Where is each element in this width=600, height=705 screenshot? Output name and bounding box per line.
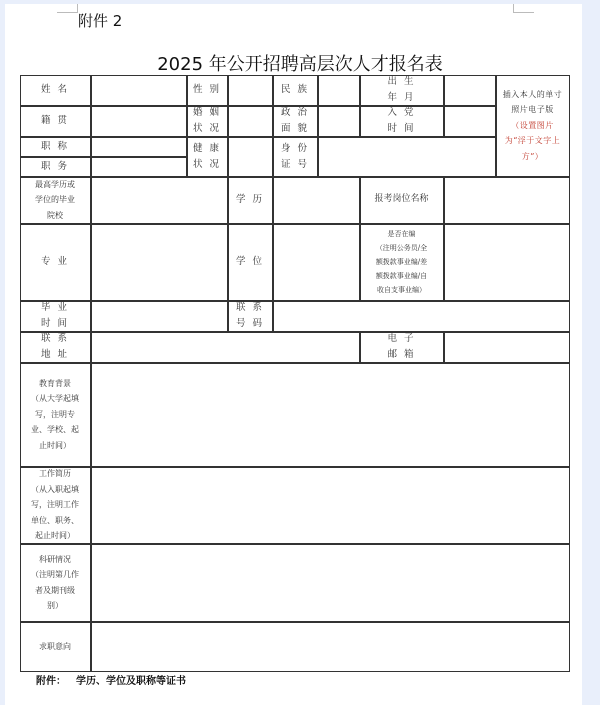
- label-intention: 求职意向: [20, 622, 91, 672]
- field-birth[interactable]: [444, 75, 496, 106]
- label-work-history: 工作简历 （从入职起填 写，注明工作 单位、职务、 起止时间）: [20, 467, 91, 544]
- photo-hint: 插入本人的单寸照片电子版: [502, 89, 563, 115]
- field-political[interactable]: [318, 106, 360, 137]
- label-degree: 学 位: [228, 224, 273, 301]
- label-phone: 联 系 号 码: [228, 301, 273, 332]
- attachment-label: 附件 2: [78, 12, 123, 30]
- field-intention[interactable]: [91, 622, 570, 672]
- label-email: 电 子 邮 箱: [360, 332, 444, 363]
- label-address: 联 系 地 址: [20, 332, 91, 363]
- label-name: 姓 名: [20, 75, 91, 106]
- field-applied-post[interactable]: [444, 177, 570, 224]
- label-research: 科研情况 （注明第几作 者及期刊级 别）: [20, 544, 91, 622]
- field-email[interactable]: [444, 332, 570, 363]
- label-native-place: 籍 贯: [20, 106, 91, 137]
- field-school[interactable]: [91, 177, 228, 224]
- label-education: 学 历: [228, 177, 273, 224]
- photo-cell[interactable]: [496, 75, 570, 177]
- margin-mark: [57, 4, 78, 13]
- label-applied-post: 报考岗位名称: [360, 177, 444, 224]
- field-title-rank[interactable]: [91, 137, 187, 157]
- label-staffing: 是否在编 （注明公务员/全 额拨款事业编/差 额拨款事业编/自 收自支事业编）: [360, 224, 444, 301]
- footer-note: [36, 672, 196, 687]
- field-position[interactable]: [91, 157, 187, 177]
- field-id-number[interactable]: [318, 137, 496, 177]
- label-grad-time: 毕 业 时 间: [20, 301, 91, 332]
- label-ethnicity: 民 族: [273, 75, 318, 106]
- label-marital: 婚 姻 状 况: [187, 106, 228, 137]
- field-research[interactable]: [91, 544, 570, 622]
- label-party-date: 入 党 时 间: [360, 106, 444, 137]
- field-degree[interactable]: [273, 224, 360, 301]
- field-edu-background[interactable]: [91, 363, 570, 467]
- field-gender[interactable]: [228, 75, 273, 106]
- field-health[interactable]: [228, 137, 273, 177]
- field-party-date[interactable]: [444, 106, 496, 137]
- label-health: 健 康 状 况: [187, 137, 228, 177]
- label-id-number: 身 份 证 号: [273, 137, 318, 177]
- label-edu-background: 教育背景 （从大学起填 写，注明专 业、学校、起 止时间）: [20, 363, 91, 467]
- label-position: 职 务: [20, 157, 91, 177]
- field-marital[interactable]: [228, 106, 273, 137]
- label-school: 最高学历或 学位的毕业 院校: [20, 177, 91, 224]
- label-birth: 出 生 年 月: [360, 75, 444, 106]
- field-major[interactable]: [91, 224, 228, 301]
- label-major: 专 业: [20, 224, 91, 301]
- field-address[interactable]: [91, 332, 360, 363]
- field-ethnicity[interactable]: [318, 75, 360, 106]
- field-work-history[interactable]: [91, 467, 570, 544]
- form-title: 2025 年公开招聘高层次人才报名表: [157, 54, 443, 75]
- photo-note: （设置图片为“浮于文字上方”）: [504, 120, 561, 161]
- field-staffing[interactable]: [444, 224, 570, 301]
- footer-label: 附件：: [36, 676, 66, 687]
- field-native-place[interactable]: [91, 106, 187, 137]
- margin-mark: [513, 4, 534, 13]
- label-title-rank: 职 称: [20, 137, 91, 157]
- label-political: 政 治 面 貌: [273, 106, 318, 137]
- field-grad-time[interactable]: [91, 301, 228, 332]
- label-gender: 性 别: [187, 75, 228, 106]
- field-education[interactable]: [273, 177, 360, 224]
- field-name[interactable]: [91, 75, 187, 106]
- field-phone[interactable]: [273, 301, 570, 332]
- footer-text: 学历、学位及职称等证书: [76, 676, 186, 687]
